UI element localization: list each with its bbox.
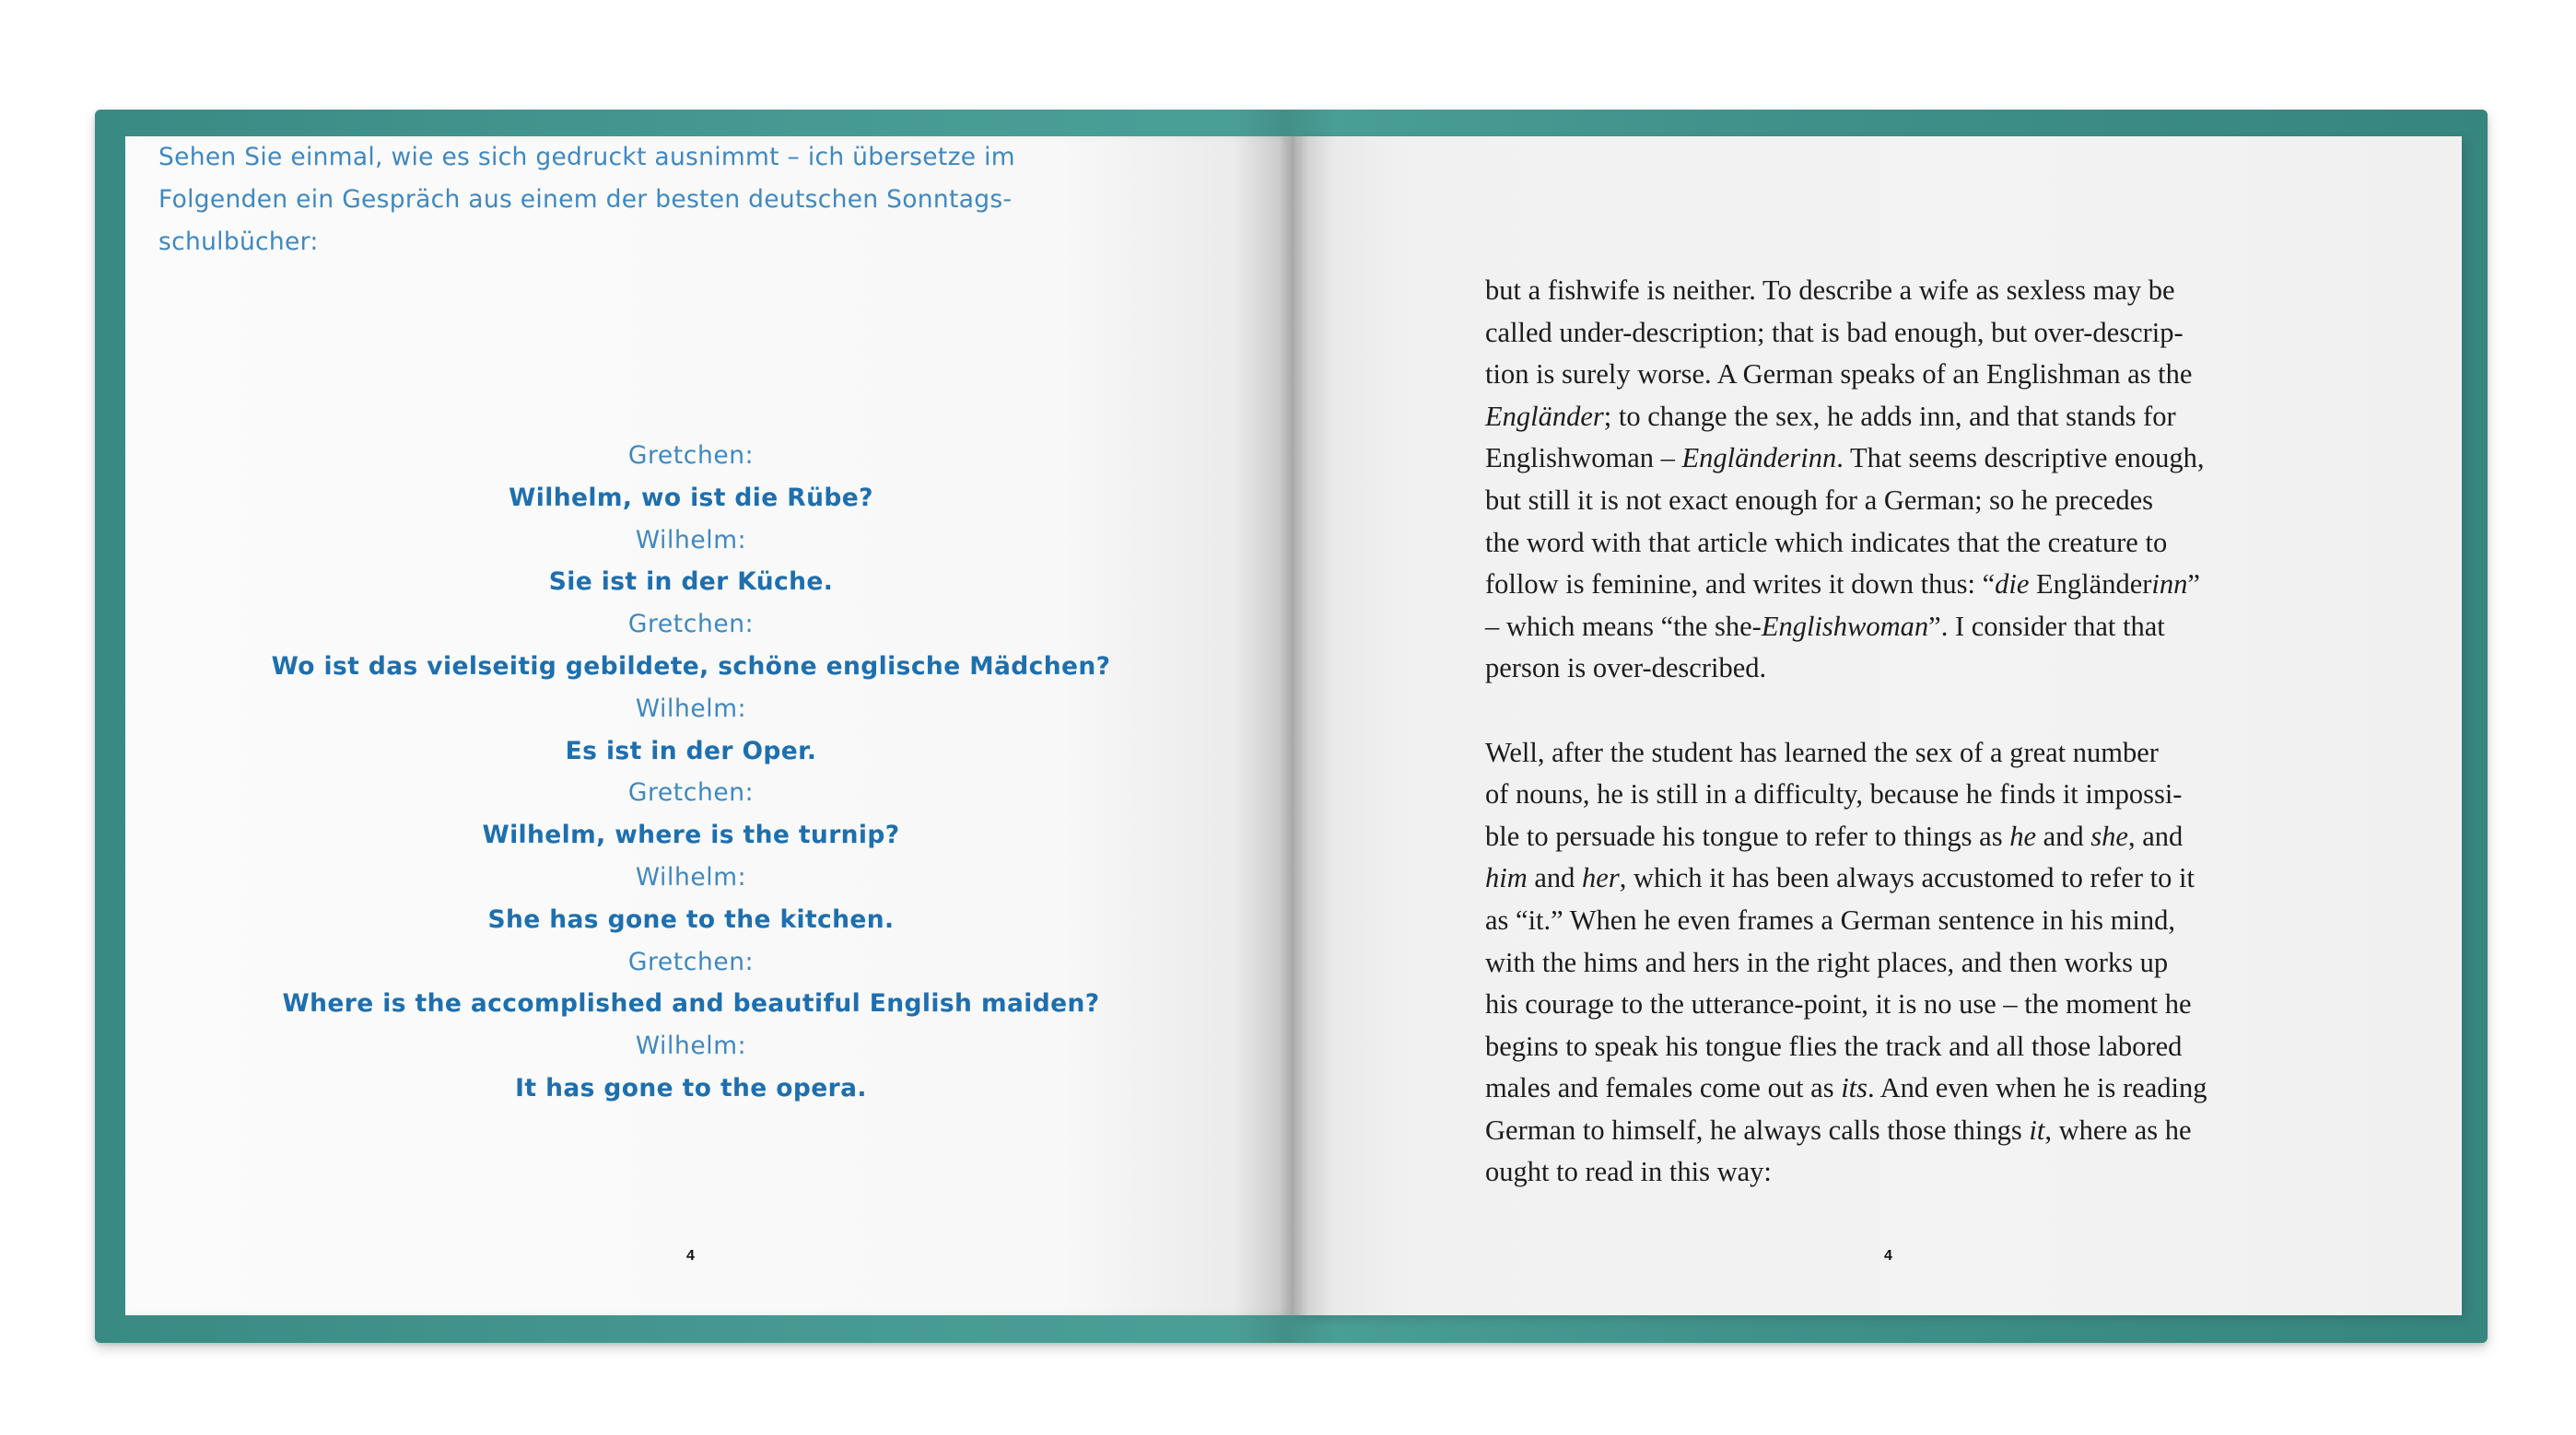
body-line: German to himself, he always calls those things it, where as he xyxy=(1485,1114,2192,1146)
dialog-line: Where is the accomplished and beautiful English maiden? xyxy=(282,989,1100,1019)
intro-line: schulbücher: xyxy=(158,228,319,256)
body-line: – which means “the she-Englishwoman”. I consider that that xyxy=(1485,610,2165,642)
body-line: with the hims and hers in the right places, and then works up xyxy=(1485,946,2169,978)
dialog-speaker: Gretchen: xyxy=(627,610,755,639)
dialog-line: Wilhelm, where is the turnip? xyxy=(482,821,900,850)
body-line: Englishwoman – Engländerinn. That seems descriptive enough, xyxy=(1485,442,2205,474)
body-line: the word with that article which indicates that the creature to xyxy=(1485,526,2168,558)
right-body-text xyxy=(1485,270,2370,1194)
body-line: males and females come out as its. And even when he is reading xyxy=(1485,1072,2207,1104)
body-line: follow is feminine, and writes it down thus: “die Engländerinn” xyxy=(1485,568,2200,601)
body-line: called under-description; that is bad enough, but over-descrip- xyxy=(1485,316,2184,348)
body-line: tion is surely worse. A German speaks of an Englishman as the xyxy=(1485,358,2193,391)
dialog-line: It has gone to the opera. xyxy=(515,1073,867,1102)
body-line: him and her, which it has been always accustomed to refer to it xyxy=(1485,862,2195,894)
dialog-line: Wilhelm, wo ist die Rübe? xyxy=(509,483,873,512)
dialog-speaker: Gretchen: xyxy=(627,778,755,808)
dialog-block xyxy=(184,435,1198,1110)
dialog-line: Sie ist in der Küche. xyxy=(548,567,834,597)
dialog-speaker: Gretchen: xyxy=(627,947,755,976)
left-page-number: 4 xyxy=(686,1248,695,1264)
paragraph-gap xyxy=(1485,690,2370,732)
dialog-speaker: Wilhelm: xyxy=(635,525,747,554)
dialog-speaker: Wilhelm: xyxy=(635,862,747,892)
dialog-speaker: Wilhelm: xyxy=(635,694,747,723)
dialog-speaker: Gretchen: xyxy=(627,441,755,470)
body-line: Engländer; to change the sex, he adds inn, and that stands for xyxy=(1485,400,2176,432)
dialog-line: Wo ist das vielseitig gebildete, schöne englische Mädchen? xyxy=(271,651,1111,681)
right-page-number: 4 xyxy=(1884,1248,1892,1264)
dialog-speaker: Wilhelm: xyxy=(635,1032,747,1061)
body-line: but a fishwife is neither. To describe a wife as sexless may be xyxy=(1485,274,2175,306)
body-line: ought to read in this way: xyxy=(1485,1156,1772,1188)
body-line: person is over-described. xyxy=(1485,652,1767,684)
intro-line: Sehen Sie einmal, wie es sich gedruckt ausnimmt – ich übersetze im xyxy=(158,143,1015,171)
intro-line: Folgenden ein Gespräch aus einem der besten deutschen Sonntags- xyxy=(158,185,1013,214)
body-line: ble to persuade his tongue to refer to things as he and she, and xyxy=(1485,820,2184,852)
body-line: but still it is not exact enough for a German; so he precedes xyxy=(1485,484,2154,516)
dialog-line: She has gone to the kitchen. xyxy=(487,904,895,934)
body-line: Well, after the student has learned the sex of a great number xyxy=(1485,736,2159,768)
body-line: begins to speak his tongue flies the track and all those labored xyxy=(1485,1030,2183,1062)
body-line: his courage to the utterance-point, it is no use – the moment he xyxy=(1485,988,2192,1021)
body-line: of nouns, he is still in a difficulty, because he finds it impossi- xyxy=(1485,778,2183,811)
body-line: as “it.” When he even frames a German sentence in his mind, xyxy=(1485,904,2175,936)
left-intro-text xyxy=(158,136,1015,263)
dialog-line: Es ist in der Oper. xyxy=(565,736,817,765)
